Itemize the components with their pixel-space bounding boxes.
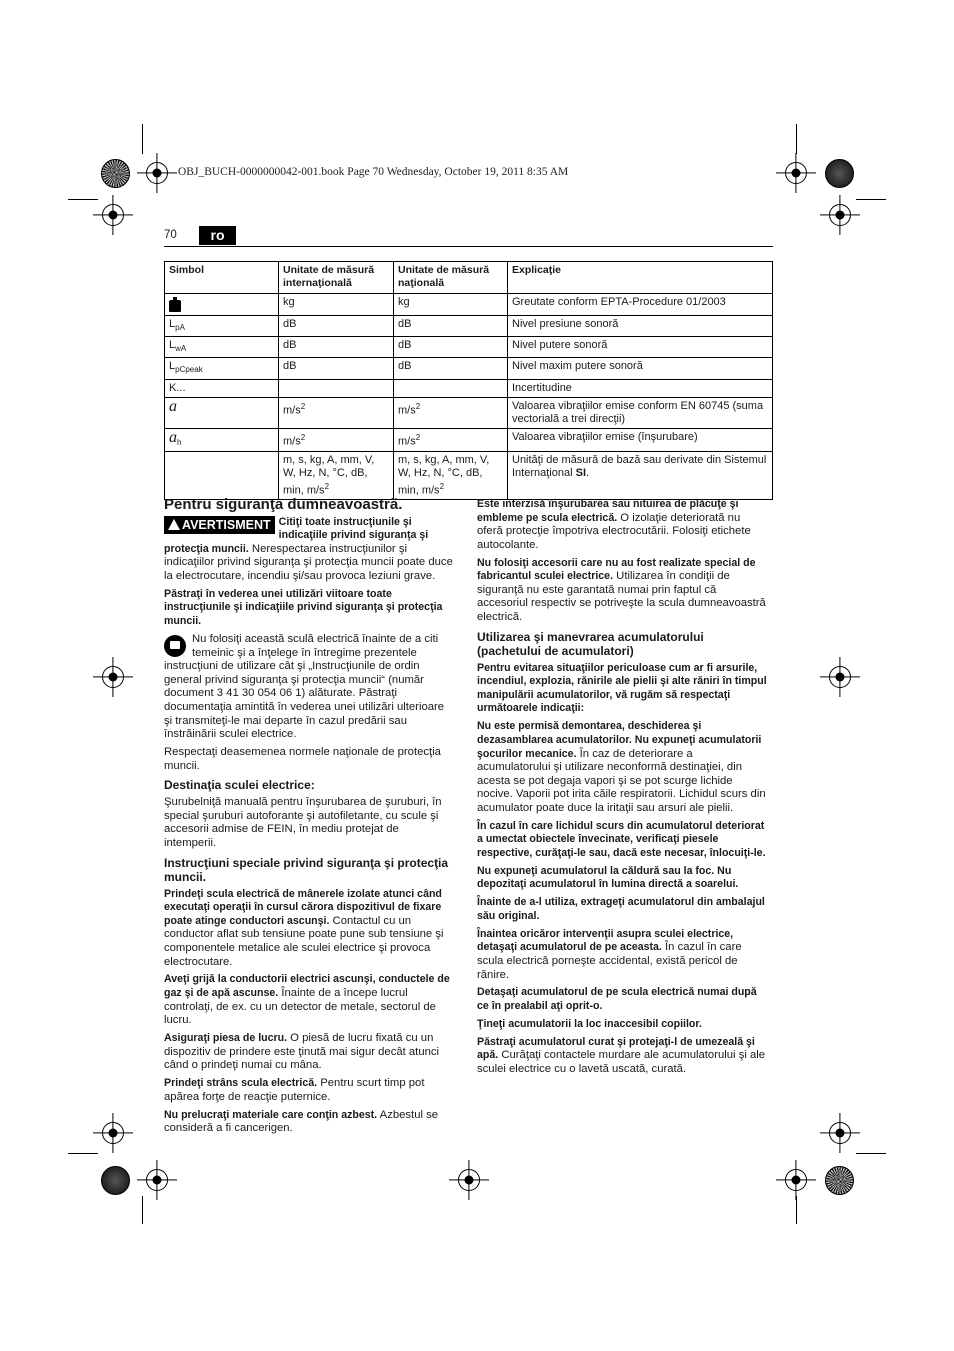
- body-text: Şurubelniţă manuală pentru înşurubarea de şuruburi, în special şuruburi autoforante şi autofiletante, cu scule şi accesorii admise de FEIN, în mediu protejat de intemperii.: [164, 796, 442, 849]
- registration-mark: [146, 1169, 168, 1191]
- safety-item: Nu prelucraţi materiale care conţin azbest. Azbestul se consideră a fi cancerigen.: [164, 1108, 439, 1135]
- nat-unit-cell: kg: [394, 294, 508, 316]
- keep-instructions: Păstraţi în vederea unei utilizări viitoare toate instrucţiunile şi indicaţiile privind siguranţa şi protecţia muncii.: [164, 587, 443, 628]
- symbol-cell: $a_h$: [165, 428, 279, 451]
- manual-paragraph: Nu folosiţi această sculă electrică înainte de a citi temeinic şi a înţelege în întregime prezentele instrucţiuni de utilizare cât şi „Instrucţiunile de ordin general privind siguranţa şi protecţia muncii“ (număr document 3 41 30 054 06 1) alăturate. Păstraţi documentaţia amintită în vederea unei utilizări ulterioare şi transmiteţi-le mai departe în cazul predării sau înstrăinării sculei electrice.: [164, 632, 445, 741]
- symbols-table: [164, 261, 773, 500]
- safety-item: Este interzisă înşurubarea sau nituirea de plăcuţe şi embleme pe scula electrică. O izolaţie deteriorată nu oferă protecţie împotriva electrocutării. Folosiţi etichete autocolante.: [477, 498, 751, 551]
- explanation-cell: Unităţi de măsură de bază sau derivate din Sistemul Internaţional SI.: [508, 451, 773, 500]
- safety-item: Pentru evitarea situaţiilor periculoase cum ar fi arsurile, incendiul, explozia, rănirile ale pielii şi alte răniri în timpul manipulării acumulatorilor, vă rugăm să respectaţi următoarele indicaţii:: [477, 661, 767, 715]
- intl-unit-cell: m, s, kg, A, mm, V, W, Hz, N, °C, dB, min, $m/s^2$: [279, 451, 394, 500]
- table-row: [165, 428, 773, 451]
- intl-unit-cell: $m/s^2$: [279, 397, 394, 428]
- table-row: [165, 337, 773, 358]
- color-rose-top-right: [825, 159, 854, 188]
- symbol-cell: $L_{pA}$: [165, 316, 279, 337]
- section-title: Pentru siguranţa dumneavoastră.: [164, 496, 403, 513]
- weight-icon: [169, 300, 181, 312]
- nat-unit-cell: m, s, kg, A, mm, V, W, Hz, N, °C, dB, min, $m/s^2$: [394, 451, 508, 500]
- symbol-cell: K...: [165, 379, 279, 397]
- registration-mark: [102, 204, 124, 226]
- explanation-cell: Valoarea vibraţiilor emise (înşurubare): [508, 428, 773, 451]
- registration-mark: [102, 1122, 124, 1144]
- table-row: [165, 358, 773, 379]
- nat-unit-cell: [394, 379, 508, 397]
- explanation-cell: Incertitudine: [508, 379, 773, 397]
- explanation-cell: Greutate conform EPTA-Procedure 01/2003: [508, 294, 773, 316]
- registration-mark: [102, 666, 124, 688]
- table-header: Explicaţie: [508, 262, 773, 294]
- intl-unit-cell: dB: [279, 358, 394, 379]
- header-rule: [164, 246, 773, 247]
- table-header: Simbol: [165, 262, 279, 294]
- crop-line: [796, 1196, 797, 1224]
- safety-item: Prindeţi scula electrică de mânerele izolate atunci când executaţi operaţii în cursul cărora dispozitivul de fixare poate atinge conductori ascunşi. Contactul cu un conductor aflat sub tensiune poate pune sub tensiune şi componentele metalice ale sculei electrice şi provoca electrocutare.: [164, 887, 444, 968]
- safety-item: Nu expuneţi acumulatorul la căldură sau la foc. Nu depozitaţi acumulatorul în lumina directă a soarelui.: [477, 864, 739, 891]
- table-row: [165, 316, 773, 337]
- crop-line: [856, 1153, 886, 1154]
- table-row: [165, 379, 773, 397]
- crop-line: [142, 124, 143, 154]
- explanation-cell: Valoarea vibraţiilor emise conform EN 60745 (suma vectorială a trei direcţii): [508, 397, 773, 428]
- safety-item: Înaintea oricăror intervenţii asupra sculei electrice, detaşaţi acumulatorul de pe aceasta. În cazul în care scula electrică porneşte accidental, există pericol de rănire.: [477, 927, 742, 981]
- table-row: [165, 294, 773, 316]
- safety-item: În cazul în care lichidul scurs din acumulatorul deteriorat a umectat obiectele învecinate, verificaţi piesele respective, curăţaţi-le sau, dacă este necesar, înlocuiţi-le.: [477, 819, 766, 859]
- registration-mark: [829, 666, 851, 688]
- nat-unit-cell: $m/s^2$: [394, 428, 508, 451]
- intl-unit-cell: dB: [279, 316, 394, 337]
- color-rose-bottom-left: [101, 1166, 130, 1195]
- safety-item: Nu este permisă demontarea, deschiderea şi dezasamblarea acumulatorilor. Nu expuneţi acumulatorii şocurilor mecanice. În caz de deteriorare a acumulatorului şi utilizare neconformă destinaţiei, din acesta se pot degaja vapori şi se pot scurge lichide nocive. Vaporii pot irita căile respiratorii. Lichidul scurs din acumulator poate duce la iritaţii sau arsuri ale pielii.: [477, 720, 766, 814]
- safety-item: Nu folosiţi accesorii care nu au fost realizate special de fabricantul sculei electrice. Utilizarea în condiţii de siguranţă nu este garantată numai prin faptul că accesoriul respectiv se potriveşte la scula dumneavoastră electrică.: [477, 556, 766, 624]
- subheading: Instrucţiuni speciale privind siguranţa şi protecţia muncii.: [164, 855, 449, 884]
- warning-paragraph: AVERTISMENT Citiţi toate instrucţiunile şi indicaţiile privind siguranţa şi protecţia muncii. Nerespectarea instrucţiunilor şi indicaţiilor privind siguranţa şi protecţia muncii poate duce la electrocutare, incendiu şi/sau provoca leziuni grave.: [164, 515, 453, 582]
- table-row: [165, 451, 773, 500]
- intl-unit-cell: kg: [279, 294, 394, 316]
- safety-item: Detaşaţi acumulatorul de pe scula electrică numai după ce în prealabil aţi oprit-o.: [477, 986, 757, 1013]
- crop-line: [856, 199, 886, 200]
- crop-line: [796, 124, 797, 154]
- table-header: Unitate de măsură naţională: [394, 262, 508, 294]
- crop-line: [68, 199, 98, 200]
- right-column: [477, 498, 767, 1081]
- nat-unit-cell: dB: [394, 316, 508, 337]
- explanation-cell: Nivel presiune sonoră: [508, 316, 773, 337]
- registration-mark: [458, 1169, 480, 1191]
- nat-unit-cell: $m/s^2$: [394, 397, 508, 428]
- registration-mark: [785, 162, 807, 184]
- color-rose-top-left: [101, 159, 130, 188]
- page-number: 70: [164, 229, 177, 241]
- table-header: Unitate de măsură internaţională: [279, 262, 394, 294]
- color-rose-bottom-right: [825, 1166, 854, 1195]
- table-header-row: [165, 262, 773, 294]
- safety-item: Ţineţi acumulatorii la loc inaccesibil copiilor.: [477, 1017, 702, 1030]
- intl-unit-cell: dB: [279, 337, 394, 358]
- table-row: [165, 397, 773, 428]
- crop-line: [142, 1196, 143, 1224]
- registration-mark: [829, 204, 851, 226]
- warning-badge: AVERTISMENT: [164, 516, 275, 534]
- language-tab: ro: [199, 226, 236, 245]
- read-manual-icon: [164, 635, 186, 657]
- safety-item: Asiguraţi piesa de lucru. O piesă de lucru fixată cu un dispozitiv de prindere este ţinută mai sigur decât atunci când o prindeţi numai cu mâna.: [164, 1032, 440, 1072]
- crop-line: [68, 1153, 98, 1154]
- symbol-cell: [165, 294, 279, 316]
- nat-unit-cell: dB: [394, 337, 508, 358]
- intl-unit-cell: [279, 379, 394, 397]
- intl-unit-cell: $m/s^2$: [279, 428, 394, 451]
- symbol-cell: $L_{pCpeak}$: [165, 358, 279, 379]
- nat-unit-cell: dB: [394, 358, 508, 379]
- left-column: [164, 498, 454, 1140]
- registration-mark: [829, 1122, 851, 1144]
- book-file-header: OBJ_BUCH-0000000042-001.book Page 70 Wednesday, October 19, 2011 8:35 AM: [178, 166, 569, 178]
- registration-mark: [146, 162, 168, 184]
- registration-mark: [785, 1169, 807, 1191]
- subheading: Utilizarea şi manevrarea acumulatorului (pachetului de acumulatori): [477, 629, 704, 658]
- warning-triangle-icon: [168, 519, 180, 530]
- explanation-cell: Nivel putere sonoră: [508, 337, 773, 358]
- symbol-cell: [165, 451, 279, 500]
- explanation-cell: Nivel maxim putere sonoră: [508, 358, 773, 379]
- symbol-cell: a: [165, 397, 279, 428]
- symbol-cell: $L_{wA}$: [165, 337, 279, 358]
- safety-item: Prindeţi strâns scula electrică. Pentru scurt timp pot apărea forţe de reacţie puternice.: [164, 1077, 425, 1103]
- safety-item: Aveţi grijă la conductorii electrici ascunşi, conductele de gaz şi de apă ascunse. Înainte de a începe lucrul controlaţi, de ex. cu un detector de metale, sectorul de lucru.: [164, 973, 450, 1027]
- safety-item: Păstraţi acumulatorul curat şi protejaţi-l de umezeală şi apă. Curăţaţi contactele murdare ale acumulatorului şi ale sculei electrice cu o lavetă uscată, curată.: [477, 1035, 766, 1076]
- safety-item: Înainte de a-l utiliza, extrageţi acumulatorul din ambalajul său original.: [477, 896, 765, 922]
- national-rules: Respectaţi deasemenea normele naţionale de protecţia muncii.: [164, 745, 441, 772]
- subheading: Destinaţia sculei electrice:: [164, 778, 315, 793]
